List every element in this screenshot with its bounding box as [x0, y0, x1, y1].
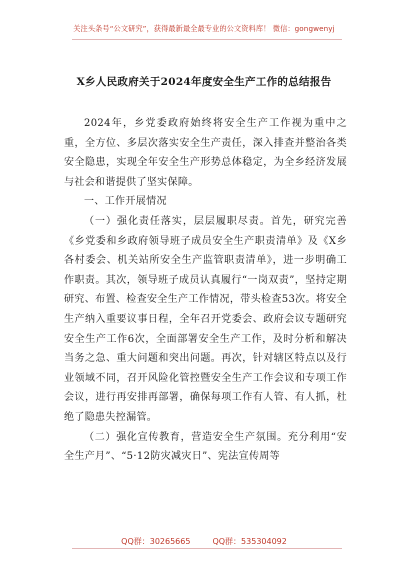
qq-group-1-label: QQ群： — [121, 537, 150, 546]
qq-group-2-label: QQ群： — [212, 537, 242, 546]
intro-paragraph: 2024年，乡党委政府始终将安全生产工作视为重中之重，全方位、多层次落实安全生产责任，深入排查并整治各类安全隐患，实现全年安全生产形势总体稳定，为全乡经济发展与社会和谐提供了坚实保障。 — [64, 118, 347, 188]
item-responsibility-paragraph: （一）强化责任落实，层层履职尽责。首先，研究完善《乡党委和乡政府领导班子成员安全生产职责清单》及《X乡各村委会、机关站所安全生产监管职责清单》，进一步明确工作职责。其次，领导班子成员认真履行“一岗双责”，坚持定期研究、布置、检查安全生产工作情况，带头检查53次。将安全生产纳入重要议事日程，全年召开党委会、政府会议专题研究安全生产工作6次，全面部署安全生产工作，及时分析和解决当务之急、重大问题和突出问题。再次，针对辖区特点以及行业领域不同，召开风险化管控暨安全生产工作会议和专项工作会议，进行再安排再部署，确保每项工作有人管、有人抓，杜绝了隐患失控漏管。 — [64, 215, 347, 423]
footer-contact — [0, 536, 408, 547]
header-divider — [72, 39, 342, 40]
item-publicity-paragraph: （二）强化宣传教育，营造安全生产氛围。充分利用“安全生产月”、“5·12防灾减灾日”、宪法宣传周等 — [64, 431, 347, 463]
document-title: X乡人民政府关于2024年度安全生产工作的总结报告 — [76, 76, 332, 88]
qq-group-2-number: 535304092 — [241, 537, 287, 546]
document-body — [64, 114, 347, 467]
footer-divider — [72, 548, 342, 549]
section-heading-work-status: 一、工作开展情况 — [84, 196, 167, 208]
header-promo-note: 关注头条号“公文研究”，获得最新最全最专业的公文资料库！ 微信：gongwenyj — [73, 24, 335, 33]
qq-group-1-number: 30265665 — [149, 537, 191, 546]
